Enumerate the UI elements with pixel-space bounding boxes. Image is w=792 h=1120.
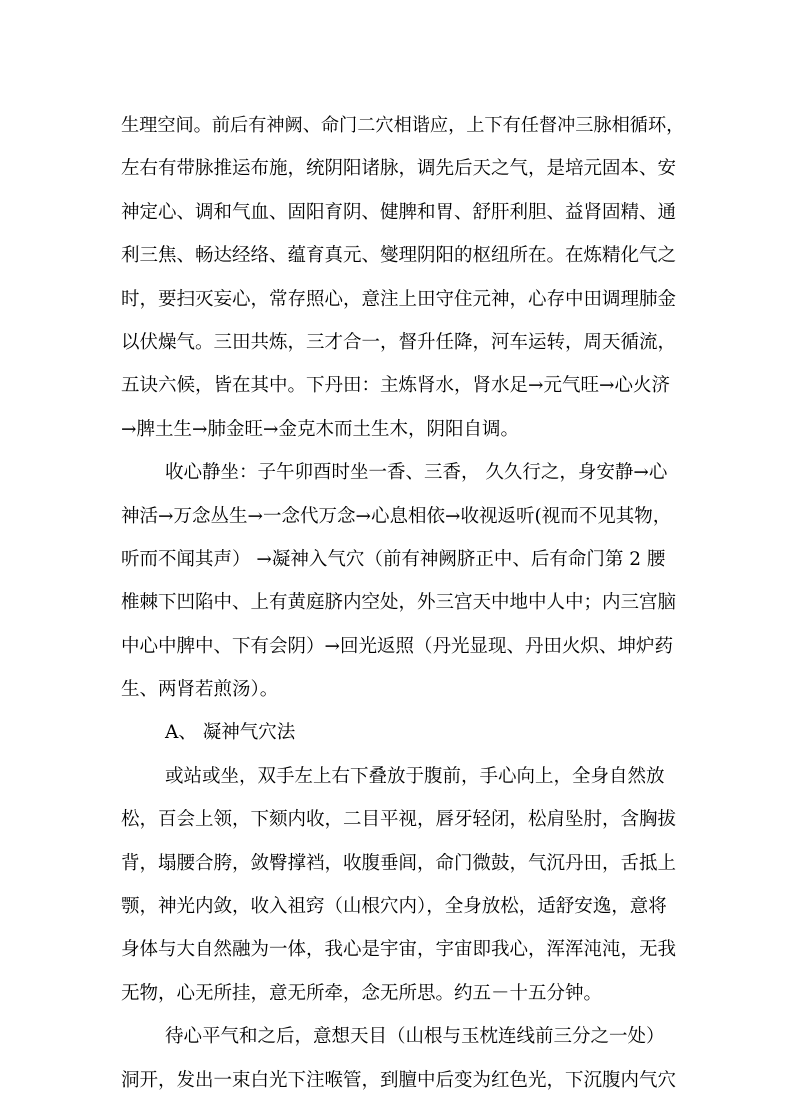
text-line: 洞开，发出一束白光下注喉管，到膻中后变为红色光，下沉腹内气穴 xyxy=(121,1069,677,1091)
text-line: 利三焦、畅达经络、蕴育真元、燮理阴阳的枢纽所在。在炼精化气之 xyxy=(121,245,677,267)
text-line: A、 凝神气穴法 xyxy=(165,722,296,744)
text-line: 左右有带脉推运布施，统阴阳诸脉，调先后天之气，是培元固本、安 xyxy=(121,158,677,180)
text-line: 松，百会上领，下颏内收，二目平视，唇牙轻闭，松肩坠肘，含胸拔 xyxy=(121,809,677,831)
text-line: 背，塌腰合胯，敛臀撑裆，收腹垂闾，命门微鼓，气沉丹田，舌抵上 xyxy=(121,852,677,874)
text-line: 无物，心无所挂，意无所牵，念无所思。约五－十五分钟。 xyxy=(121,982,603,1004)
text-line: 时，要扫灭妄心，常存照心，意注上田守住元神，心存中田调理肺金 xyxy=(121,288,677,310)
text-line: 或站或坐，双手左上右下叠放于腹前，手心向上，全身自然放 xyxy=(165,765,665,787)
text-line: 颚，神光内敛，收入祖窍（山根穴内），全身放松，适舒安逸，意将 xyxy=(121,896,667,918)
text-line: 身体与大自然融为一体，我心是宇宙，宇宙即我心，浑浑沌沌，无我 xyxy=(121,939,677,961)
text-line: 生、两肾若煎汤）。 xyxy=(121,679,279,701)
text-line: 生理空间。前后有神阙、命门二穴相谐应，上下有任督冲三脉相循环， xyxy=(121,115,685,136)
text-line: 听而不闻其声） →凝神入气穴（前有神阙脐正中、后有命门第 2 腰 xyxy=(121,548,666,570)
text-line: 五诀六候，皆在其中。下丹田：主炼肾水，肾水足→元气旺→心火济 xyxy=(121,375,671,397)
text-line: 待心平气和之后，意想天目（山根与玉枕连线前三分之一处） xyxy=(165,1026,665,1048)
text-line: 以伏燥气。三田共炼，三才合一，督升任降，河车运转，周天循流， xyxy=(121,331,677,353)
document-body xyxy=(121,104,685,1102)
text-line: 椎棘下凹陷中、上有黄庭脐内空处，外三宫天中地中人中；内三宫脑 xyxy=(121,592,677,614)
text-line: 神活→万念丛生→一念代万念→心息相依→收视返听(视而不见其物， xyxy=(121,505,672,527)
text-line: →脾土生→肺金旺→金克木而土生木，阴阳自调。 xyxy=(121,418,520,440)
text-line: 神定心、调和气血、固阳育阴、健脾和胃、舒肝利胆、益肾固精、通 xyxy=(121,201,677,223)
text-line: 中心中脾中、下有会阴）→回光返照（丹光显现、丹田火炽、坤炉药 xyxy=(121,635,674,657)
text-line: 收心静坐：子午卯酉时坐一香、三香， 久久行之，身安静→心 xyxy=(165,462,668,484)
